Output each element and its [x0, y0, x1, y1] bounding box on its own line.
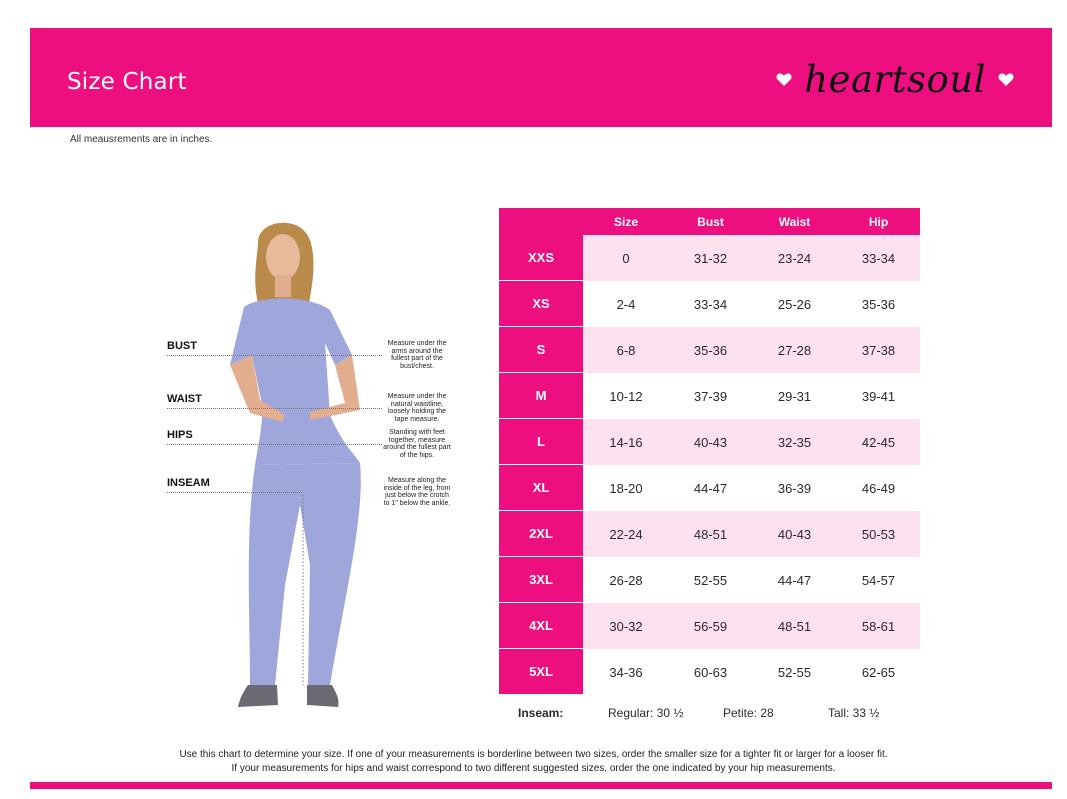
bust-label: BUST — [167, 340, 197, 352]
table-cell: 30-32 — [609, 618, 643, 634]
table-cell: 48-51 — [693, 526, 728, 542]
table-row — [499, 649, 920, 695]
table-cell: 52-55 — [777, 664, 812, 680]
size-cell: 2XL — [499, 511, 583, 557]
table-row — [499, 603, 920, 649]
size-cell: XL — [499, 465, 583, 511]
inseam-regular: Regular: 30 ½ — [608, 706, 684, 720]
model-figure — [160, 215, 460, 715]
brand-wordmark: heartsoul — [804, 58, 986, 101]
header-cell: Waist — [778, 214, 811, 229]
table-cell: 44-47 — [693, 480, 728, 496]
waist-guide-line — [167, 408, 382, 409]
inseam-info — [518, 706, 898, 720]
table-cell: 35-36 — [693, 342, 728, 358]
table-cell: 18-20 — [609, 480, 643, 496]
table-cell: 46-49 — [861, 480, 896, 496]
table-row — [499, 235, 920, 281]
waist-label: WAIST — [167, 393, 202, 405]
table-cell: 26-28 — [609, 572, 643, 588]
table-cell: 6-8 — [616, 342, 636, 358]
table-cell: 27-28 — [777, 342, 812, 358]
table-row — [499, 327, 920, 373]
table-row — [499, 281, 920, 327]
table-cell: 62-65 — [861, 664, 896, 680]
inseam-info-label: Inseam: — [518, 706, 564, 720]
table-cell: 33-34 — [693, 296, 728, 312]
size-cell: L — [499, 419, 583, 465]
heart-icon — [776, 72, 792, 87]
inseam-tall: Tall: 33 ½ — [828, 706, 880, 720]
size-cell: 5XL — [499, 649, 583, 695]
table-cell: 35-36 — [861, 296, 896, 312]
table-cell: 50-53 — [861, 526, 896, 542]
hips-guide-line — [167, 444, 382, 445]
size-table — [499, 208, 920, 695]
header-cell: Bust — [697, 214, 724, 229]
table-cell: 48-51 — [777, 618, 812, 634]
size-cell: XXS — [499, 235, 583, 281]
bottom-bar — [30, 782, 1052, 789]
table-row — [499, 557, 920, 603]
table-cell: 58-61 — [861, 618, 896, 634]
header-banner — [30, 28, 1052, 127]
header-cell: Size — [613, 214, 638, 229]
table-row — [499, 419, 920, 465]
table-cell: 23-24 — [777, 250, 812, 266]
table-cell: 39-41 — [861, 388, 896, 404]
footer-line: Use this chart to determine your size. If one of your measurements is borderline between two sizes, order the smaller size for a tighter fit or larger for a looser fit. — [179, 749, 888, 760]
table-cell: 31-32 — [693, 250, 728, 266]
table-cell: 40-43 — [693, 434, 728, 450]
table-cell: 33-34 — [861, 250, 896, 266]
table-cell: 42-45 — [861, 434, 896, 450]
table-cell: 60-63 — [693, 664, 728, 680]
table-cell: 37-38 — [861, 342, 896, 358]
size-cell: 4XL — [499, 603, 583, 649]
table-header — [499, 208, 920, 235]
model-illustration — [160, 215, 460, 715]
table-cell: 25-26 — [777, 296, 812, 312]
footer-instructions — [0, 748, 1067, 776]
table-cell: 52-55 — [693, 572, 728, 588]
table-cell: 29-31 — [777, 388, 812, 404]
heart-icon — [998, 72, 1014, 87]
size-cell: XS — [499, 281, 583, 327]
table-cell: 10-12 — [609, 388, 643, 404]
size-cell: 3XL — [499, 557, 583, 603]
table-cell: 40-43 — [777, 526, 812, 542]
page-title: Size Chart — [67, 69, 187, 95]
table-cell: 14-16 — [609, 434, 643, 450]
table-row — [499, 373, 920, 419]
table-cell: 0 — [622, 250, 630, 266]
table-cell: 37-39 — [693, 388, 728, 404]
inseam-description: Measure along the inside of the leg, from just below the crotch to 1" below the ankle. — [383, 477, 451, 507]
table-cell: 36-39 — [777, 480, 812, 496]
table-cell: 54-57 — [861, 572, 896, 588]
table-cell: 56-59 — [693, 618, 728, 634]
table-cell: 32-35 — [777, 434, 812, 450]
size-cell: S — [499, 327, 583, 373]
hips-label: HIPS — [167, 429, 193, 441]
inseam-label: INSEAM — [167, 477, 210, 489]
inseam-guide-line — [167, 492, 302, 493]
bust-guide-line — [167, 355, 382, 356]
table-cell: 22-24 — [609, 526, 643, 542]
table-cell: 2-4 — [616, 296, 636, 312]
table-cell: 34-36 — [609, 664, 643, 680]
table-row — [499, 465, 920, 511]
table-row — [499, 511, 920, 557]
inseam-petite: Petite: 28 — [723, 706, 774, 720]
footer-line: If your measurements for hips and waist correspond to two different suggested sizes, order the one indicated by your hip measurements. — [231, 763, 836, 774]
bust-description: Measure under the arms around the fullest part of the bust/chest. — [387, 340, 447, 370]
brand-logo — [776, 58, 1014, 101]
size-cell: M — [499, 373, 583, 419]
waist-description: Measure under the natural waistline, loosely holding the tape measure. — [387, 393, 447, 423]
header-cell: Hip — [868, 214, 889, 229]
hips-description: Standing with feet together, measure around the fullest part of the hips. — [383, 429, 451, 459]
measurement-note: All meausrements are in inches. — [70, 134, 213, 145]
table-cell: 44-47 — [777, 572, 812, 588]
